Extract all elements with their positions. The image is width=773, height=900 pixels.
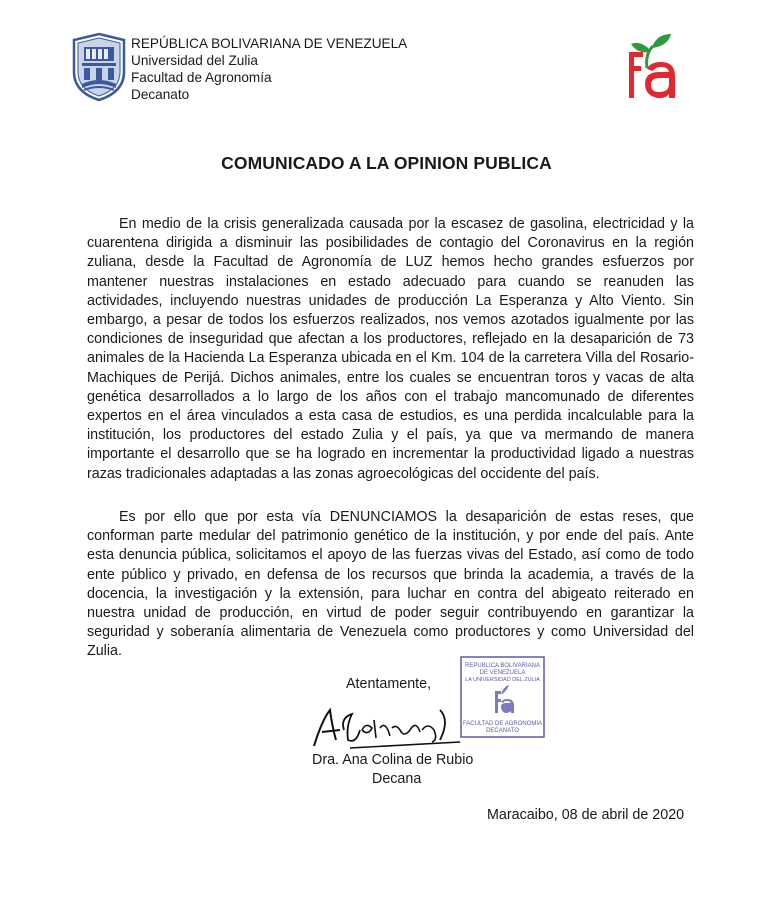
faculty-name: Facultad de Agronomía [131,70,272,85]
stamp-line-1: REPUBLICA BOLIVARIANA [465,663,540,669]
stamp-graphic [459,655,546,739]
stamp-line-5: DECANATO [486,728,519,734]
official-stamp [459,655,546,739]
page-title: COMUNICADO A LA OPINION PUBLICA [221,153,552,173]
signer-role: Decana [372,771,422,787]
letterhead [70,32,710,107]
office-name: Decanato [131,87,190,102]
university-seal-icon [70,32,128,102]
institution-block [131,35,407,103]
handwritten-signature [300,700,465,752]
closing-salutation: Atentamente, [346,676,432,692]
stamp-line-3: LA UNIVERSIDAD DEL ZULIA [465,677,540,683]
place-and-date: Maracaibo, 08 de abril de 2020 [487,807,685,823]
body-paragraph: Es por ello que por esta vía DENUNCIAMOS la desaparición de estas reses, que conforman parte medular del patrimonio genético de la institución, y por ende del país. Ante esta denuncia pública, solicitamos el apoyo de las fuerzas vivas del Estado, así como de todo ente público y privado, en defensa de los recursos que brinda la academia, a través de la docencia, la investigación y la extensión, para luchar en contra del abigeato reiterado en nuestra unidad de producción, en virtud de poder seguir contribuyendo en garantizar la seguridad y soberanía alimentaria de Venezuela como productores y como Universidad del Zulia. [87,509,694,660]
stamp-line-4: FACULTAD DE AGRONOMIA [462,721,543,727]
faculty-logo-icon [623,32,679,102]
university-name: Universidad del Zulia [131,53,258,68]
stamp-line-2: DE VENEZUELA [479,670,526,676]
country-name: REPÚBLICA BOLIVARIANA DE VENEZUELA [131,36,408,51]
signer-name: Dra. Ana Colina de Rubio [312,752,474,768]
body-paragraph: En medio de la crisis generalizada causada por la escasez de gasolina, electricidad y la cuarentena dirigida a disminuir las posibilidades de contagio del Coronavirus en la región zuliana, desde la Facultad de Agronomía de LUZ hemos hecho grandes esfuerzos por mantener nuestras instalaciones en estado adecuado para cuando se reanuden las actividades, incluyendo nuestras unidades de producción La Esperanza y Alto Viento. Sin embargo, a pesar de todos los esfuerzos realizados, nos vemos azotados igualmente por las condiciones de inseguridad que afectan a los productores, reflejado en la desaparición de 73 animales de la Hacienda La Esperanza ubicada en el Km. 104 de la carretera Villa del Rosario-Machiques de Perijá. Dichos animales, entre los cuales se encuentran toros y vacas de alta genética desarrollados a lo largo de los años con el trabajo mancomunado de diferentes expertos en el área vinculados a esta casa de estudios, es una perdida incalculable para la institución, los productores del estado Zulia y el país, ya que va mermando de manera importante el desarrollo que se ha logrado en incrementar la productividad ligado a nuestras razas tradicionales adaptadas a las zonas agroecológicas del occidente del país. [87,216,694,482]
